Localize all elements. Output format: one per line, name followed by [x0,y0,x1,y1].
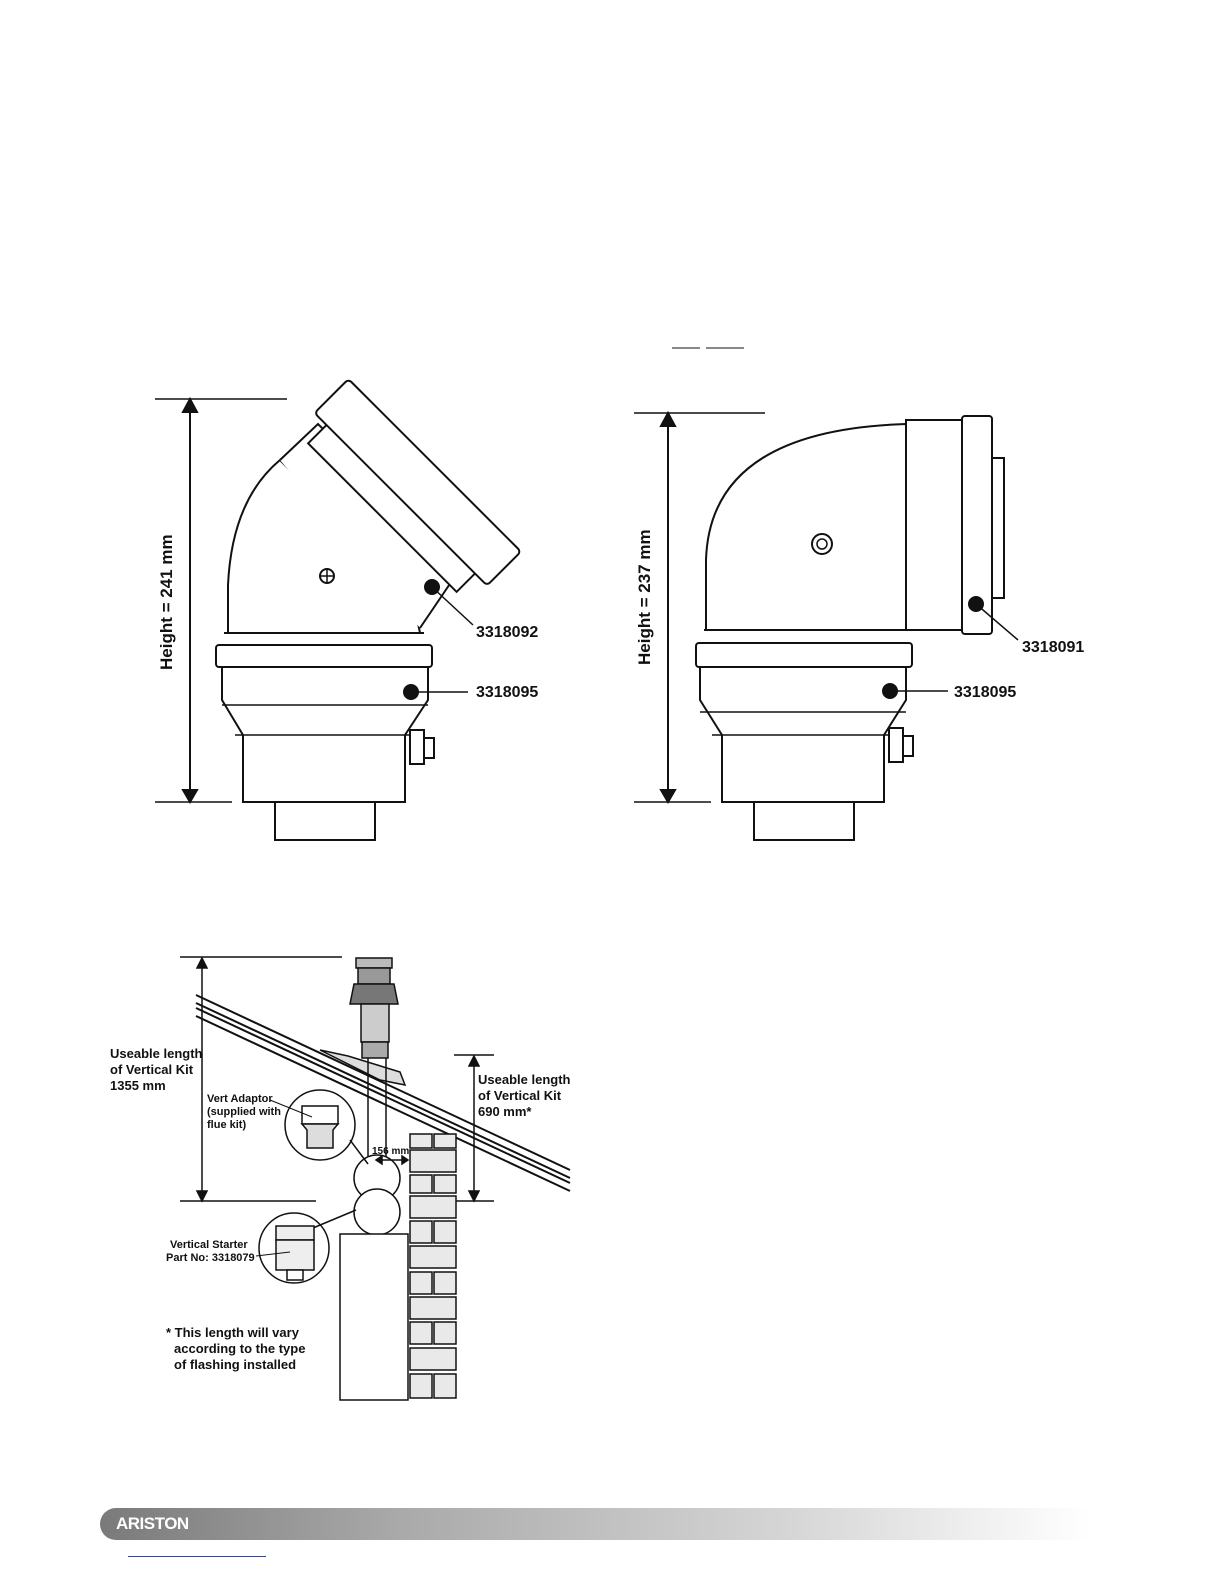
useable-left-line3: 1355 mm [110,1078,166,1093]
brick-wall [410,1134,456,1398]
note-line3: of flashing installed [174,1357,297,1372]
fig2-part-elbow: 3318091 [1022,639,1085,656]
footer-underline [128,1556,266,1557]
useable-right-line1: Useable length [478,1072,571,1087]
figure-45-elbow [155,379,521,840]
brand-logo: ARISTON [116,1514,189,1533]
starter-line1: Vertical Starter [170,1239,248,1251]
useable-right-line2: of Vertical Kit [478,1088,562,1103]
useable-left-line2: of Vertical Kit [110,1062,194,1077]
vert-adaptor-line1: Vert Adaptor [207,1093,273,1105]
fig1-part-elbow: 3318092 [476,624,539,641]
vert-adaptor-line2: (supplied with [207,1106,281,1118]
offset-label: 156 mm [372,1146,410,1157]
vert-adaptor-line3: flue kit) [207,1119,247,1131]
useable-left-line1: Useable length [110,1046,203,1061]
fig1-part-adaptor: 3318095 [476,684,539,701]
note-line2: according to the type [174,1341,306,1356]
figure-90-elbow [634,413,1018,840]
fig1-height-label: Height = 241 mm [157,534,176,670]
useable-right-line3: 690 mm* [478,1104,532,1119]
starter-line2: Part No: 3318079 [166,1252,255,1264]
fig2-height-label: Height = 237 mm [635,529,654,665]
note-line1: * This length will vary [166,1325,299,1340]
fig2-part-adaptor: 3318095 [954,684,1017,701]
footer-bar [100,1508,1090,1540]
